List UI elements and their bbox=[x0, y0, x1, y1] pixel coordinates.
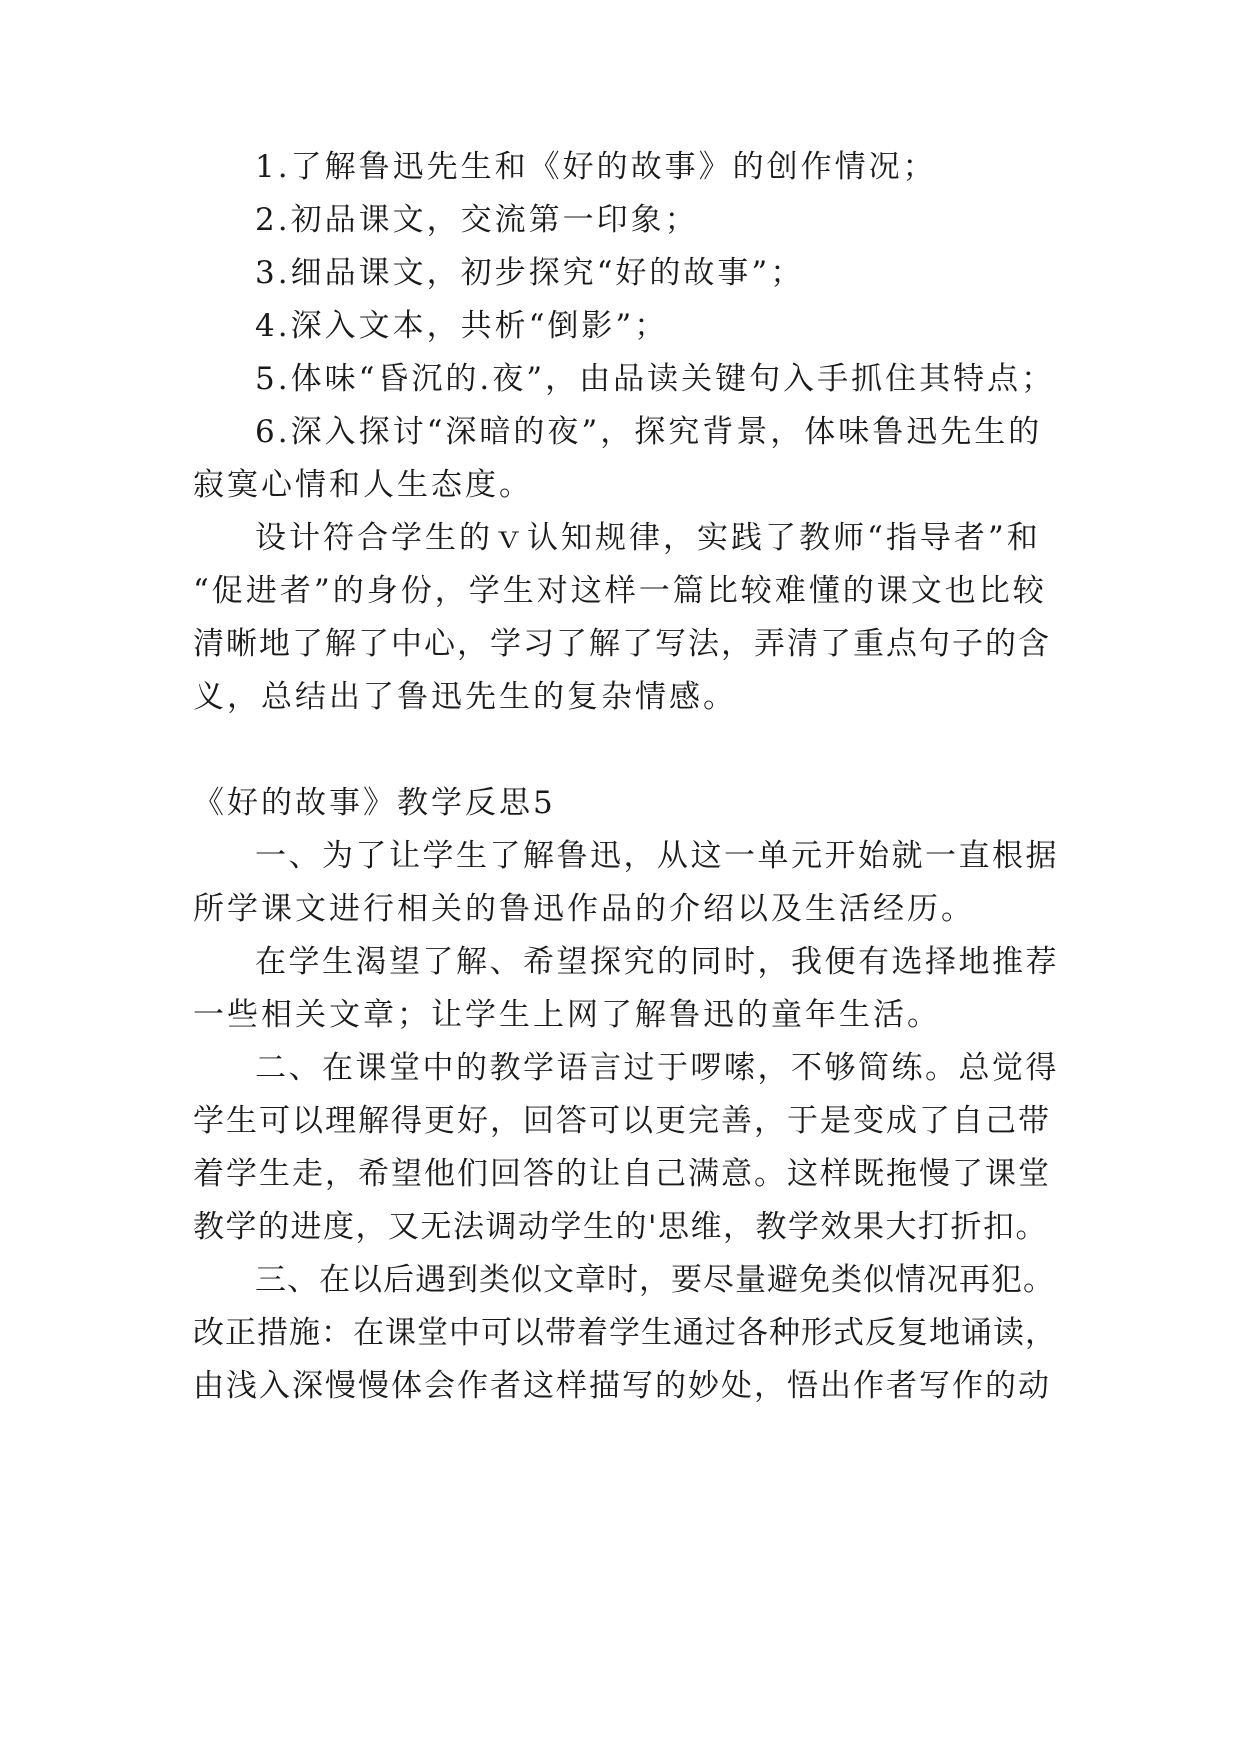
list-item-1: 1.了解鲁迅先生和《好的故事》的创作情况； bbox=[255, 149, 937, 185]
summary-line-2: “促进者”的身份，学生对这样一篇比较难懂的课文也比较 bbox=[193, 573, 1047, 609]
section-line-7: 着学生走，希望他们回答的让自己满意。这样既拖慢了课堂 bbox=[193, 1156, 1051, 1192]
section-line-6: 学生可以理解得更好，回答可以更完善，于是变成了自己带 bbox=[193, 1103, 1051, 1139]
summary-line-4: 义，总结出了鲁迅先生的复杂情感。 bbox=[193, 679, 737, 715]
list-item-4: 4.深入文本，共析“倒影”； bbox=[255, 308, 669, 344]
section-line-1: 一、为了让学生了解鲁迅，从这一单元开始就一直根据 bbox=[255, 838, 1059, 874]
section-line-3: 在学生渴望了解、希望探究的同时，我便有选择地推荐 bbox=[255, 944, 1059, 980]
section-line-11: 由浅入深慢慢体会作者这样描写的妙处，悟出作者写作的动 bbox=[193, 1368, 1051, 1404]
list-item-6: 6.深入探讨“深暗的夜”，探究背景，体味鲁迅先生的 bbox=[255, 414, 1043, 450]
section-line-2: 所学课文进行相关的鲁迅作品的介绍以及生活经历。 bbox=[193, 891, 975, 927]
section-line-4: 一些相关文章；让学生上网了解鲁迅的童年生活。 bbox=[193, 997, 941, 1033]
list-item-6-continued: 寂寞心情和人生态度。 bbox=[193, 467, 533, 503]
summary-line-3: 清晰地了解了中心，学习了解了写法，弄清了重点句子的含 bbox=[193, 626, 1051, 662]
list-item-2: 2.初品课文，交流第一印象； bbox=[255, 202, 699, 238]
section-line-9: 三、在以后遇到类似文章时，要尽量避免类似情况再犯。 bbox=[255, 1262, 1055, 1298]
section-title: 《好的故事》教学反思5 bbox=[193, 785, 556, 821]
section-line-8: 教学的进度，又无法调动学生的'思维，教学效果大打折扣。 bbox=[193, 1209, 1049, 1245]
list-item-5: 5.体味“昏沉的.夜”，由品读关键句入手抓住其特点； bbox=[255, 361, 1056, 397]
section-line-5: 二、在课堂中的教学语言过于啰嗦，不够简练。总觉得 bbox=[255, 1050, 1059, 1086]
section-line-10: 改正措施：在课堂中可以带着学生通过各种形式反复地诵读， bbox=[193, 1315, 1057, 1351]
summary-line-1: 设计符合学生的ｖ认知规律，实践了教师“指导者”和 bbox=[255, 520, 1041, 556]
list-item-3: 3.细品课文，初步探究“好的故事”； bbox=[255, 255, 805, 291]
